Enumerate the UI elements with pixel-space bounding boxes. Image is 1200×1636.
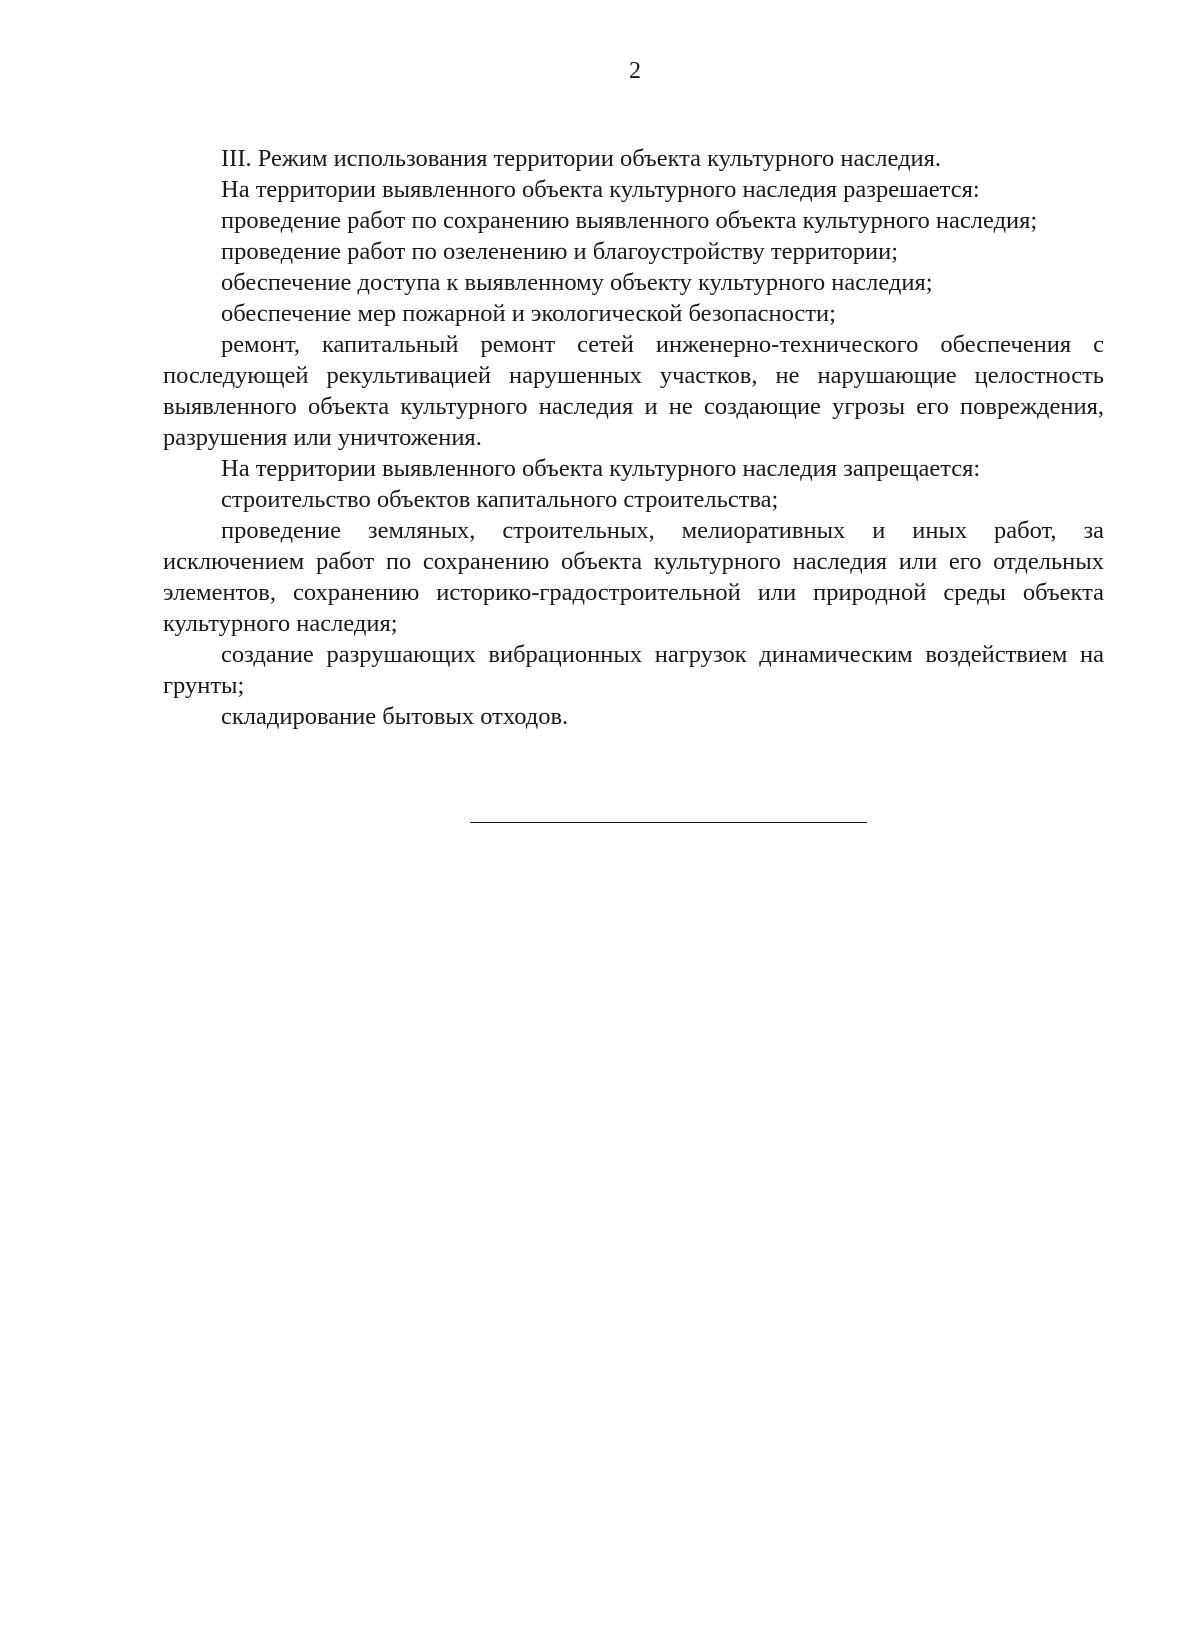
page-number: 2 — [629, 58, 641, 84]
list-item: строительство объектов капитального строительства; — [221, 486, 779, 513]
prohibited-intro: На территории выявленного объекта культурного наследия запрещается: — [221, 455, 981, 482]
list-item: ремонт, капитальный ремонт сетей инженерно-технического обеспечения с последующей рекультивацией нарушенных участков, не нарушающие целостность выявленного объекта культурного наследия и не создающие угрозы его повреждения, разрушения или уничтожения. — [163, 331, 1104, 451]
end-rule — [470, 822, 867, 823]
section-heading: III. Режим использования территории объекта культурного наследия. — [221, 145, 942, 172]
list-item: проведение работ по сохранению выявленного объекта культурного наследия; — [221, 207, 1038, 234]
document-body — [163, 143, 1104, 732]
permitted-intro: На территории выявленного объекта культурного наследия разрешается: — [221, 176, 980, 203]
list-item: складирование бытовых отходов. — [221, 703, 569, 730]
list-item: проведение работ по озеленению и благоустройству территории; — [221, 238, 899, 265]
list-item: создание разрушающих вибрационных нагрузок динамическим воздействием на грунты; — [163, 641, 1104, 699]
list-item: обеспечение доступа к выявленному объекту культурного наследия; — [221, 269, 933, 296]
list-item: проведение земляных, строительных, мелиоративных и иных работ, за исключением работ по сохранению объекта культурного наследия или его отдельных элементов, сохранению историко-градостроительной или природной среды объекта культурного наследия; — [163, 517, 1104, 637]
list-item: обеспечение мер пожарной и экологической безопасности; — [221, 300, 836, 327]
